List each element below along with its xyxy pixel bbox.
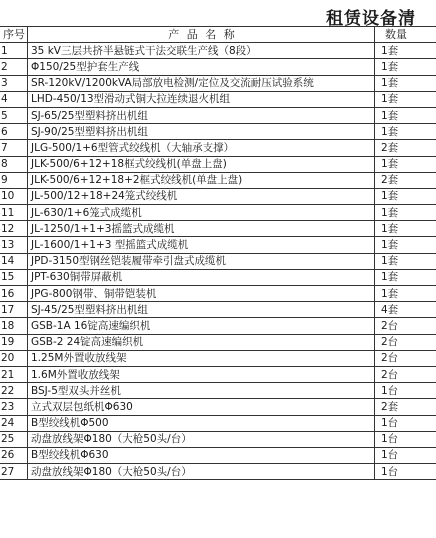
row-name: JL-500/12+18+24笼式绞线机 — [28, 188, 375, 204]
row-index: 1 — [0, 43, 28, 59]
row-qty: 1套 — [375, 91, 436, 107]
row-index: 2 — [0, 59, 28, 75]
table-row — [0, 431, 436, 447]
row-qty: 2套 — [375, 172, 436, 188]
row-index: 26 — [0, 447, 28, 463]
row-name: 35 kV三层共挤半悬链式干法交联生产线（8段） — [28, 43, 375, 59]
table-row — [0, 188, 436, 204]
row-name: 动盘放线架Φ180（大枪50头/台） — [28, 431, 375, 447]
row-name: SJ-65/25型塑料挤出机组 — [28, 107, 375, 123]
row-name: GSB-1A 16锭高速编织机 — [28, 318, 375, 334]
row-qty: 2套 — [375, 399, 436, 415]
row-name: JPD-3150型钢丝铠装履带牵引盘式成缆机 — [28, 253, 375, 269]
row-qty: 1套 — [375, 237, 436, 253]
row-qty: 2台 — [375, 366, 436, 382]
row-index: 11 — [0, 205, 28, 221]
table-body — [0, 43, 436, 480]
row-index: 22 — [0, 383, 28, 399]
table-row — [0, 172, 436, 188]
row-name: JL-630/1+6笼式成缆机 — [28, 205, 375, 221]
table-row — [0, 399, 436, 415]
header-qty: 数量 — [375, 27, 436, 43]
table-row — [0, 205, 436, 221]
row-index: 9 — [0, 172, 28, 188]
row-index: 20 — [0, 350, 28, 366]
table-row — [0, 253, 436, 269]
row-qty: 1套 — [375, 269, 436, 285]
row-qty: 1套 — [375, 59, 436, 75]
table-row — [0, 366, 436, 382]
row-qty: 1台 — [375, 383, 436, 399]
row-qty: 1台 — [375, 464, 436, 480]
table-row — [0, 464, 436, 480]
row-index: 24 — [0, 415, 28, 431]
row-index: 5 — [0, 107, 28, 123]
table-row — [0, 124, 436, 140]
row-name: SJ-90/25型塑料挤出机组 — [28, 124, 375, 140]
row-name: B型绞线机Φ500 — [28, 415, 375, 431]
row-name: 动盘放线架Φ180（大枪50头/台） — [28, 464, 375, 480]
row-name: JPG-800钢带、铜带铠装机 — [28, 286, 375, 302]
row-qty: 1套 — [375, 43, 436, 59]
row-qty: 1套 — [375, 221, 436, 237]
row-index: 27 — [0, 464, 28, 480]
row-index: 25 — [0, 431, 28, 447]
row-index: 15 — [0, 269, 28, 285]
row-name: 立式双层包纸机Φ630 — [28, 399, 375, 415]
row-name: JL-1600/1+1+3 型摇篮式成缆机 — [28, 237, 375, 253]
table-row — [0, 350, 436, 366]
row-qty: 2台 — [375, 334, 436, 350]
table-row — [0, 383, 436, 399]
table-header-row — [0, 27, 436, 43]
row-index: 14 — [0, 253, 28, 269]
row-qty: 1套 — [375, 156, 436, 172]
row-index: 17 — [0, 302, 28, 318]
row-name: JLK-500/6+12+18+2框式绞线机(单盘上盘) — [28, 172, 375, 188]
row-name: BSJ-5型双头并丝机 — [28, 383, 375, 399]
table-row — [0, 140, 436, 156]
row-name: JL-1250/1+1+3摇篮式成缆机 — [28, 221, 375, 237]
table-row — [0, 91, 436, 107]
table-row — [0, 269, 436, 285]
row-index: 8 — [0, 156, 28, 172]
row-name: B型绞线机Φ630 — [28, 447, 375, 463]
row-qty: 1套 — [375, 75, 436, 91]
row-qty: 1台 — [375, 415, 436, 431]
row-index: 3 — [0, 75, 28, 91]
row-name: SJ-45/25型塑料挤出机组 — [28, 302, 375, 318]
row-qty: 1台 — [375, 431, 436, 447]
table-row — [0, 156, 436, 172]
row-index: 23 — [0, 399, 28, 415]
row-qty: 1套 — [375, 286, 436, 302]
row-name: 1.25M外置收放线架 — [28, 350, 375, 366]
row-index: 10 — [0, 188, 28, 204]
table-row — [0, 447, 436, 463]
table-row — [0, 286, 436, 302]
row-name: GSB-2 24锭高速编织机 — [28, 334, 375, 350]
table-row — [0, 43, 436, 59]
row-qty: 1套 — [375, 124, 436, 140]
table-row — [0, 221, 436, 237]
table-row — [0, 107, 436, 123]
row-index: 19 — [0, 334, 28, 350]
row-qty: 1台 — [375, 447, 436, 463]
row-index: 7 — [0, 140, 28, 156]
table-row — [0, 302, 436, 318]
row-name: SR-120kV/1200kVA局部放电检测/定位及交流耐压试验系统 — [28, 75, 375, 91]
row-qty: 2台 — [375, 350, 436, 366]
row-qty: 2套 — [375, 140, 436, 156]
table-row — [0, 415, 436, 431]
page-title: 租赁设备清 — [326, 9, 416, 29]
row-name: JLK-500/6+12+18框式绞线机(单盘上盘) — [28, 156, 375, 172]
row-name: Φ150/25型护套生产线 — [28, 59, 375, 75]
row-index: 4 — [0, 91, 28, 107]
row-index: 16 — [0, 286, 28, 302]
row-name: JPT-630铜带屏蔽机 — [28, 269, 375, 285]
row-index: 18 — [0, 318, 28, 334]
row-qty: 4套 — [375, 302, 436, 318]
row-index: 21 — [0, 366, 28, 382]
row-index: 6 — [0, 124, 28, 140]
row-index: 13 — [0, 237, 28, 253]
row-qty: 1套 — [375, 107, 436, 123]
row-name: LHD-450/13型滑动式铜大拉连续退火机组 — [28, 91, 375, 107]
table-row — [0, 59, 436, 75]
row-index: 12 — [0, 221, 28, 237]
row-qty: 2台 — [375, 318, 436, 334]
row-qty: 1套 — [375, 253, 436, 269]
table-row — [0, 318, 436, 334]
row-qty: 1套 — [375, 205, 436, 221]
table-row — [0, 237, 436, 253]
equipment-table — [0, 26, 436, 480]
table-row — [0, 75, 436, 91]
header-name: 产 品 名 称 — [28, 27, 375, 43]
row-qty: 1套 — [375, 188, 436, 204]
header-index: 序号 — [0, 27, 28, 43]
row-name: 1.6M外置收放线架 — [28, 366, 375, 382]
table-row — [0, 334, 436, 350]
row-name: JLG-500/1+6型管式绞线机（大轴承支撑） — [28, 140, 375, 156]
